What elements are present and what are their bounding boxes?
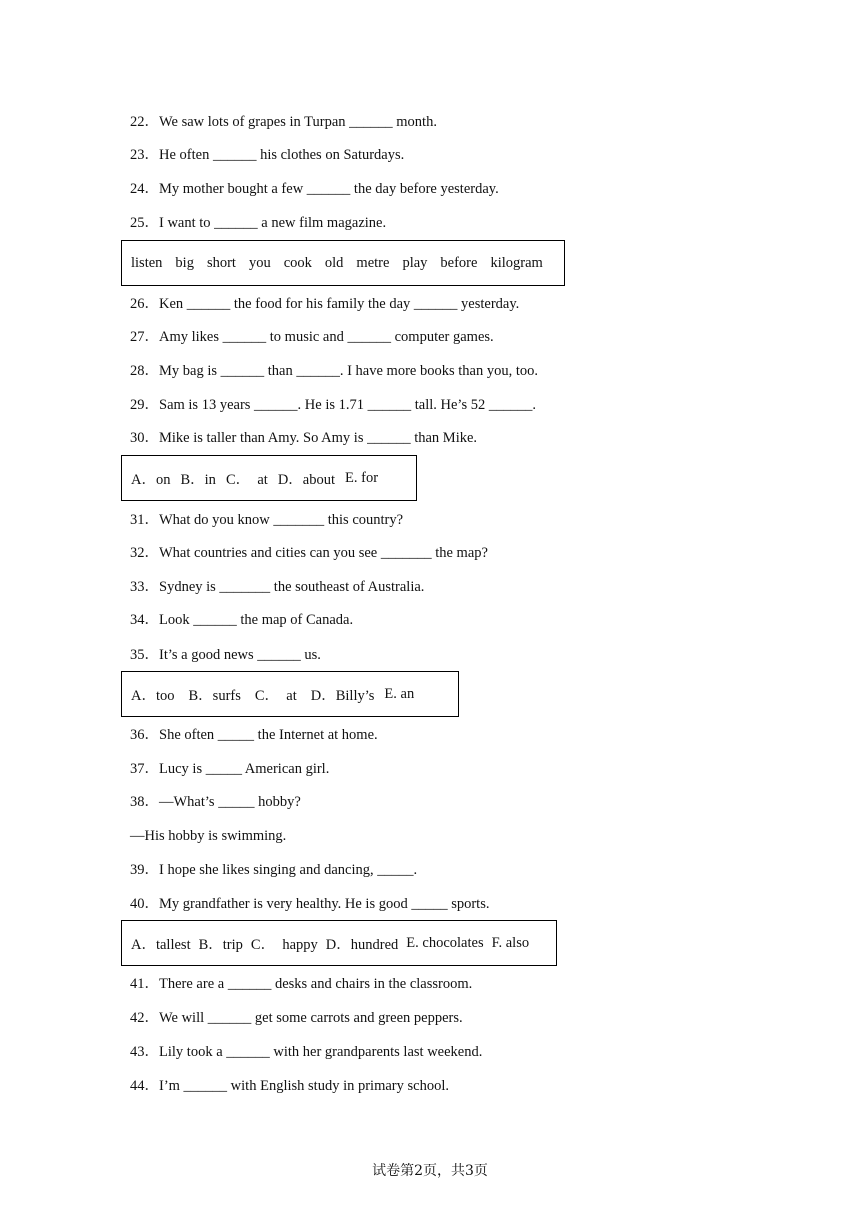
question-29: 29．Sam is 13 years ______. He is 1.71 ______ tall. He’s 52 ______. [130, 397, 536, 413]
question-23: 23．He often ______ his clothes on Saturdays. [130, 147, 405, 163]
word-bank-item: big [175, 254, 194, 271]
question-35: 35．It’s a good news ______ us. [130, 647, 321, 663]
option-item: A．on [131, 471, 171, 488]
question-43: 43．Lily took a ______ with her grandparents last weekend. [130, 1044, 483, 1060]
question-24: 24．My mother bought a few ______ the day before yesterday. [130, 181, 499, 197]
word-bank-item: metre [356, 254, 390, 271]
question-41: 41．There are a ______ desks and chairs in the classroom. [130, 976, 473, 992]
question-26: 26．Ken ______ the food for his family the day ______ yesterday. [130, 296, 520, 312]
option-item: A．tallest [131, 936, 191, 953]
word-bank-box-1 [121, 240, 565, 286]
question-39: 39．I hope she likes singing and dancing, _____. [130, 862, 418, 878]
question-38: 38．—What’s _____ hobby? [130, 794, 301, 810]
word-bank-item: listen [131, 254, 163, 271]
page-footer: 试卷第2页，共3页 [372, 1163, 488, 1179]
question-30: 30．Mike is taller than Amy. So Amy is ______ than Mike. [130, 430, 478, 446]
question-33: 33．Sydney is _______ the southeast of Australia. [130, 579, 425, 595]
question-32: 32．What countries and cities can you see _______ the map? [130, 545, 488, 561]
word-bank-box-4 [121, 920, 557, 966]
option-item: C． at [254, 687, 297, 704]
question-31: 31．What do you know _______ this country? [130, 512, 404, 528]
question-37: 37．Lucy is _____ American girl. [130, 761, 330, 777]
option-item: B．trip [198, 936, 243, 953]
question-27: 27．Amy likes ______ to music and ______ computer games. [130, 329, 494, 345]
question-22: 22．We saw lots of grapes in Turpan ______ month. [130, 114, 437, 130]
word-bank-item: short [206, 254, 236, 271]
question-36: 36．She often _____ the Internet at home. [130, 727, 378, 743]
word-bank-box-2 [121, 455, 417, 501]
word-bank-item: old [324, 254, 344, 271]
question-28: 28．My bag is ______ than ______. I have more books than you, too. [130, 363, 538, 379]
question-38-answer: —His hobby is swimming. [130, 828, 287, 844]
question-42: 42．We will ______ get some carrots and green peppers. [130, 1010, 463, 1026]
word-bank-item: cook [283, 254, 312, 271]
word-bank-item: before [440, 254, 478, 271]
option-item: E. an [384, 685, 415, 702]
word-bank-item: you [248, 254, 271, 271]
option-item: D．about [277, 471, 336, 488]
word-bank-item: play [402, 254, 428, 271]
question-25: 25．I want to ______ a new film magazine. [130, 215, 387, 231]
question-40: 40．My grandfather is very healthy. He is good _____ sports. [130, 896, 490, 912]
option-item: F. also [491, 934, 530, 951]
option-item: C． happy [250, 936, 318, 953]
option-item: C． at [225, 471, 268, 488]
option-item: D．hundred [325, 936, 399, 953]
option-item: B．in [180, 471, 216, 488]
word-bank-item: kilogram [490, 254, 543, 271]
word-bank-box-3 [121, 671, 459, 717]
question-44: 44．I’m ______ with English study in primary school. [130, 1078, 449, 1094]
option-item: E. chocolates [406, 934, 484, 951]
option-item: A．too [131, 687, 175, 704]
question-34: 34．Look ______ the map of Canada. [130, 612, 354, 628]
option-item: E. for [345, 469, 379, 486]
option-item: D．Billy’s [310, 687, 375, 704]
option-item: B．surfs [188, 687, 241, 704]
